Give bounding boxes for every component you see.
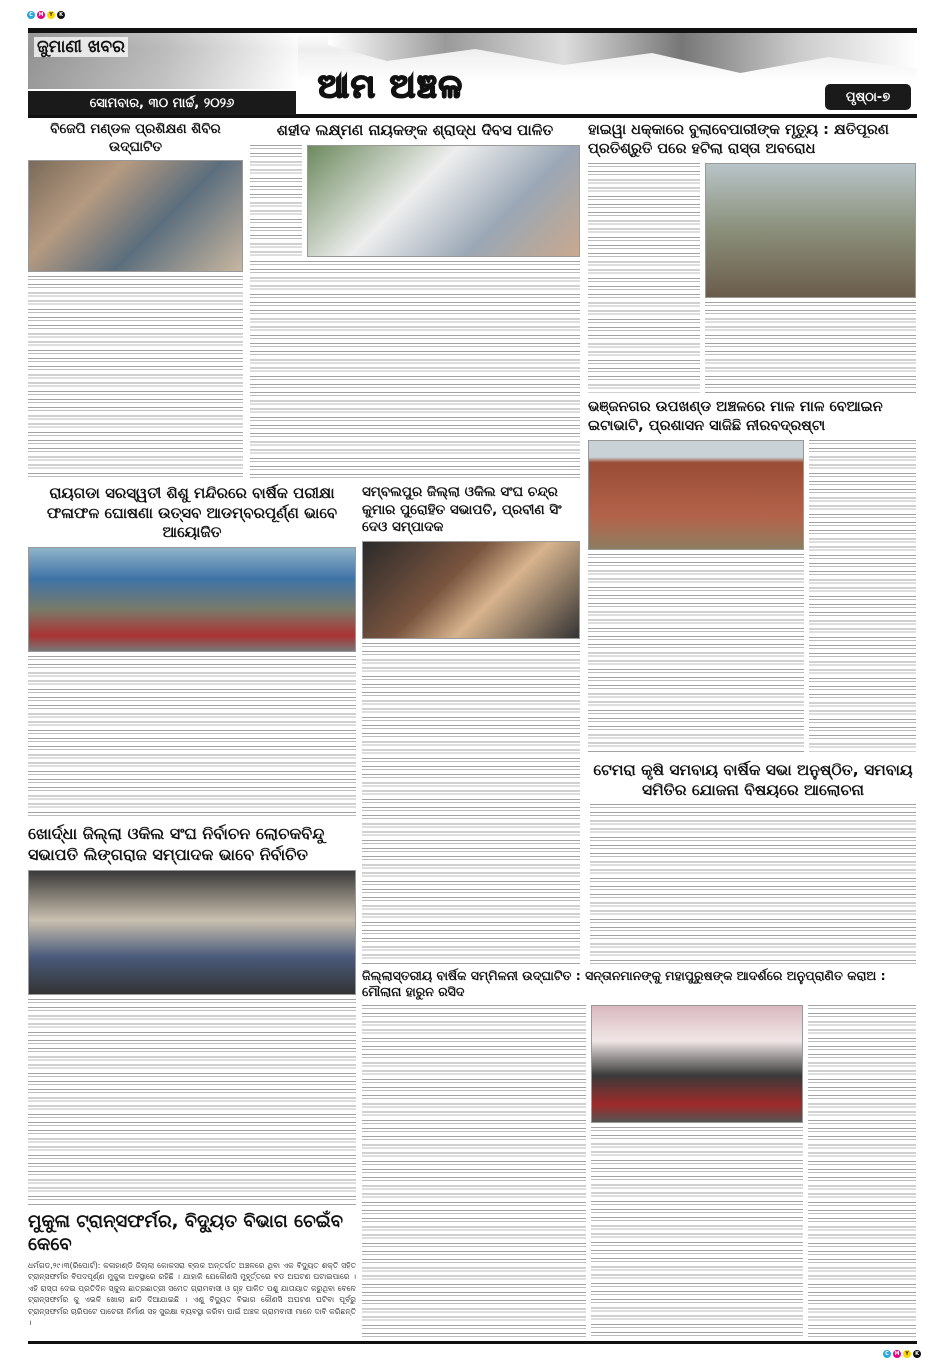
article-body-transformer: ଧର୍ମଗଡ,୨୯।୩(ରିପୋର୍ଟ): କଳାହାଣ୍ଡି ଜିଲ୍ଲା କୋକସରା ବ୍ଲକ ଅନ୍ତର୍ଗତ ଅଞ୍ଚଳରେ ଥିବା ଏକ ବିଦ୍ୟୁତ ଶକ୍ତି ସହିତ ଟ୍ରାନ୍ସଫର୍ମର ବିପଦପୂର୍ଣ୍ଣ ମୁକୁଳା ଅବସ୍ଥାରେ ରହିଛି । ଯାହାକି ଯେକୌଣସି ମୁହୂର୍ତ୍ତରେ ବଡ ଅଘଟଣ ଘଟାଇପାରେ । ଏହି ରାସ୍ତା ଦେଇ ପ୍ରତିଦିନ ସ୍କୁଲ ଛାତ୍ରଛାତ୍ରୀ ସମେତ ଗ୍ରାମବାସୀ ଓ ଗୃହ ପାଳିତ ପଶୁ ଯାତାୟାତ କରୁଥିବା ବେଳେ ଟ୍ରାନ୍ସଫର୍ମର କୁ ଏଭଳି ଖୋଲା ଛାଡି ଦିଆଯାଇଛି । ଏଣୁ ବିଦ୍ୟୁତ ବିଭାଗ କୌଣସି ଅଘଟଣ ଘଟିବା ପୂର୍ବରୁ ଟ୍ରାନ୍ସଫର୍ମର ଚାରିପଟେ ପାଚେରୀ ନିର୍ମାଣ ସହ ସୁରକ୍ଷା ବ୍ୟବସ୍ଥା କରିବା ପାଇଁ ଅଞ୍ଚଳ ଗ୍ରାମବାସୀ ମାନେ ଦାବି କରିଛନ୍ତି ।: [28, 1260, 356, 1328]
brand-logo: ଜୁମାଣୀ ଖବର: [34, 37, 128, 57]
page-number: ପୃଷ୍ଠା-୭: [825, 84, 911, 110]
article-body: [705, 302, 916, 393]
yellow-mark: Y: [903, 1350, 911, 1358]
headline-bjp-training: ବିଜେପି ମଣ୍ଡଳ ପ୍ରଶିକ୍ଷଣ ଶିବିର ଉଦ୍‌ଘାଟିତ: [50, 121, 221, 155]
article-body: [588, 554, 804, 752]
headline-sambalpur-bar: ସମ୍ବଲପୁର ଜିଲ୍ଲା ଓକିଲ ସଂଘ ଚନ୍ଦ୍ର କୁମାର ପୁରୋହିତ ସଭାପତି, ପ୍ରବୀଣ ସିଂ ଦେଓ ସମ୍ପାଦକ: [362, 484, 562, 536]
content-row: [588, 440, 916, 752]
photo-block: [591, 1005, 803, 1339]
content-row: [362, 1005, 916, 1339]
article-photo: [362, 541, 580, 639]
article-body: [590, 804, 916, 964]
article-photo: [28, 870, 356, 995]
cyan-mark: C: [883, 1350, 891, 1358]
headline-highway-accident: ହାଇୱା ଧକ୍କାରେ ବୁଲାବେପାରୀଙ୍କ ମୃତ୍ୟୁ : କ୍ଷତିପୂରଣ ପ୍ରତିଶ୍ରୁତି ପରେ ହଟିଲା ରାସ୍ତା ଅବରୋଧ: [588, 122, 889, 157]
yellow-mark: Y: [47, 11, 55, 19]
headline-shahid-laxman: ଶହୀଦ ଲକ୍ଷ୍ମଣ ନାୟକଙ୍କ ଶ୍ରାଦ୍ଧ ଦିବସ ପାଳିତ: [276, 121, 554, 139]
registration-marks-top: [27, 11, 65, 19]
article-body: [362, 643, 580, 964]
article-photo: [307, 145, 580, 257]
issue-date: ସୋମବାର, ୩୦ ମାର୍ଚ୍ଚ, ୨୦୨୬: [28, 91, 296, 115]
photo-block: [705, 163, 916, 393]
article-shahid-laxman: [250, 121, 580, 479]
magenta-mark: M: [38, 12, 44, 18]
headline-temara-cooperative: ଟେମରା କୃଷି ସମବାୟ ବାର୍ଷିକ ସଭା ଅନୁଷ୍ଠିତ, ସମବାୟ ସମିତିର ଯୋଜନା ବିଷୟରେ ଆଲୋଚନା: [593, 761, 913, 800]
article-photo: [28, 547, 356, 652]
article-body: [250, 145, 302, 257]
headline-district-conference: ଜିଲ୍ଲାସ୍ତରୀୟ ବାର୍ଷିକ ସମ୍ମିଳନୀ ଉଦ୍‌ଘାଟିତ : ସନ୍ତାନମାନଙ୍କୁ ମହାପୁରୁଷଙ୍କ ଆଦର୍ଶରେ ଅନୁପ୍ରାଣିତ କରାଅ : ମୌଲାନା ହାରୁନ ରସିଦ: [362, 968, 886, 1000]
black-mark: K: [57, 11, 65, 19]
article-body: [808, 1005, 916, 1339]
article-body: [28, 276, 243, 479]
section-title: ଆମ ଅଞ୍ଚଳ: [318, 67, 464, 105]
magenta-mark: M: [894, 1351, 900, 1357]
brick-kiln-photo: [588, 440, 804, 550]
headline-exposed-transformer: ମୁକୁଳା ଟ୍ରାନ୍ସଫର୍ମର, ବିଦ୍ୟୁତ ବିଭାଗ ଚେଇଁବ କେବେ: [28, 1211, 344, 1256]
black-mark: K: [913, 1350, 921, 1358]
headline-khordha-bar: ଖୋର୍ଦ୍ଧା ଜିଲ୍ଲା ଓକିଲ ସଂଘ ନିର୍ବାଚନ ଲୋଚକବିନ୍ଦୁ ସଭାପତି ଲିଙ୍ଗରାଜ ସମ୍ପାଦକ ଭାବେ ନିର୍ବାଚିତ: [28, 824, 325, 864]
headline-rayagada-school: ରାୟଗଡା ସରସ୍ୱତୀ ଶିଶୁ ମନ୍ଦିରରେ ବାର୍ଷିକ ପରୀକ୍ଷା ଫଳାଫଳ ଘୋଷଣା ଉତ୍ସବ ଆଡମ୍ବରପୂର୍ଣ୍ଣ ଭାବେ ଆୟୋଜିତ: [46, 484, 338, 541]
article-rayagada-school: [28, 484, 356, 820]
content-row: [588, 163, 916, 393]
article-illegal-brick-kilns: [588, 398, 916, 752]
article-photo: [28, 160, 243, 272]
article-highway-accident: [588, 121, 916, 393]
article-photo: [705, 163, 916, 298]
photo-block: [588, 440, 804, 752]
article-temara-cooperative: [590, 760, 916, 964]
article-body: [362, 1005, 586, 1339]
article-body: [28, 656, 356, 821]
article-district-conference: [362, 968, 916, 1338]
headline-illegal-brick-kilns: ଭଞ୍ଜନଗର ଉପଖଣ୍ଡ ଅଞ୍ଚଳରେ ମାଳ ମାଳ ବେଆଇନ ଇଟାଭାଟି, ପ୍ରଶାସନ ସାଜିଛି ନୀରବଦ୍ରଷ୍ଟା: [588, 399, 883, 434]
article-sambalpur-bar: [362, 484, 580, 964]
article-body: [809, 440, 916, 752]
article-body: [588, 163, 700, 393]
article-khordha-bar: [28, 824, 356, 1206]
cyan-mark: C: [27, 11, 35, 19]
masthead: [28, 28, 917, 118]
article-exposed-transformer: [28, 1210, 356, 1329]
article-body: [591, 1127, 803, 1339]
registration-marks-bottom: [883, 1350, 921, 1358]
article-body: [28, 999, 356, 1206]
conference-photo: [591, 1005, 803, 1123]
article-bjp-training: [28, 121, 243, 479]
photo-row: [250, 145, 580, 257]
bottom-rule: [28, 1341, 917, 1344]
article-body: [250, 261, 580, 480]
